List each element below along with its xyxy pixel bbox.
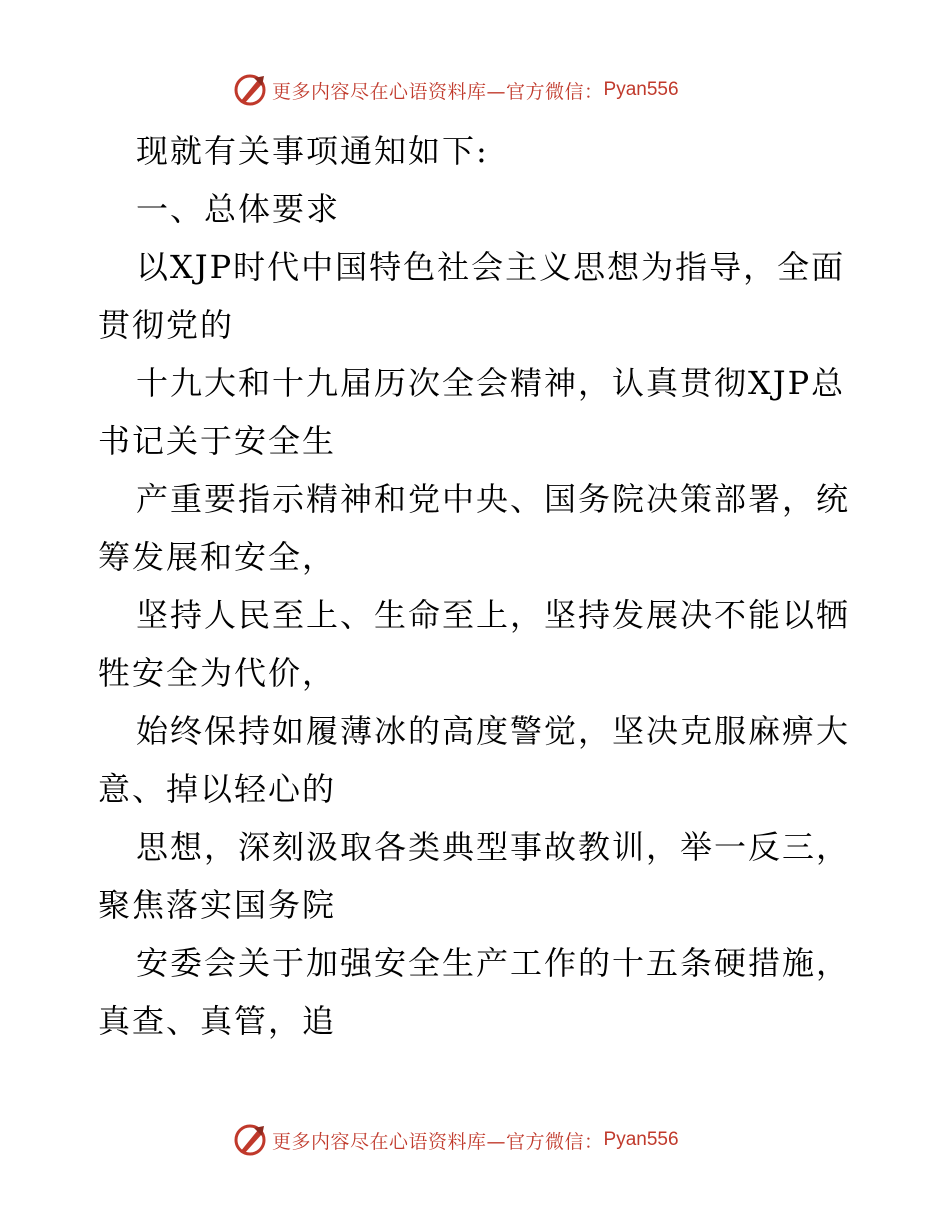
body-line: 牲安全为代价， (98, 654, 337, 692)
body-line: 思想，深刻汲取各类典型事故教训，举一反三， (136, 828, 851, 866)
document-body (98, 122, 858, 1050)
body-line: 筹发展和安全， (98, 538, 337, 576)
body-line: 真查、真管，追 (98, 1002, 337, 1040)
banner-text: 更多内容尽在心语资料库—官方微信： (272, 1130, 604, 1153)
body-line: 坚持人民至上、生命至上，坚持发展决不能以牺 (136, 596, 851, 634)
body-line: 产重要指示精神和党中央、国务院决策部署，统 (136, 480, 851, 518)
section-heading: 一、总体要求 (136, 190, 341, 228)
wechat-id: Pyan556 (603, 79, 679, 100)
body-line: 书记关于安全生 (98, 422, 337, 460)
body-line: 贯彻党的 (98, 306, 235, 344)
body-line: 安委会关于加强安全生产工作的十五条硬措施， (136, 944, 851, 982)
red-quill-circle-icon (232, 72, 268, 108)
wechat-id: Pyan556 (603, 1129, 679, 1150)
footer-banner (232, 1122, 679, 1158)
body-line: 聚焦落实国务院 (98, 886, 337, 924)
red-quill-circle-icon (232, 1122, 268, 1158)
body-line: 现就有关事项通知如下: (136, 132, 489, 170)
banner-text: 更多内容尽在心语资料库—官方微信： (272, 80, 604, 103)
body-line: 以XJP时代中国特色社会主义思想为指导，全面 (136, 248, 846, 286)
body-line: 始终保持如履薄冰的高度警觉，坚决克服麻痹大 (136, 712, 851, 750)
body-line: 意、掉以轻心的 (98, 770, 337, 808)
body-line: 十九大和十九届历次全会精神，认真贯彻XJP总 (136, 364, 846, 402)
header-banner (232, 72, 679, 108)
